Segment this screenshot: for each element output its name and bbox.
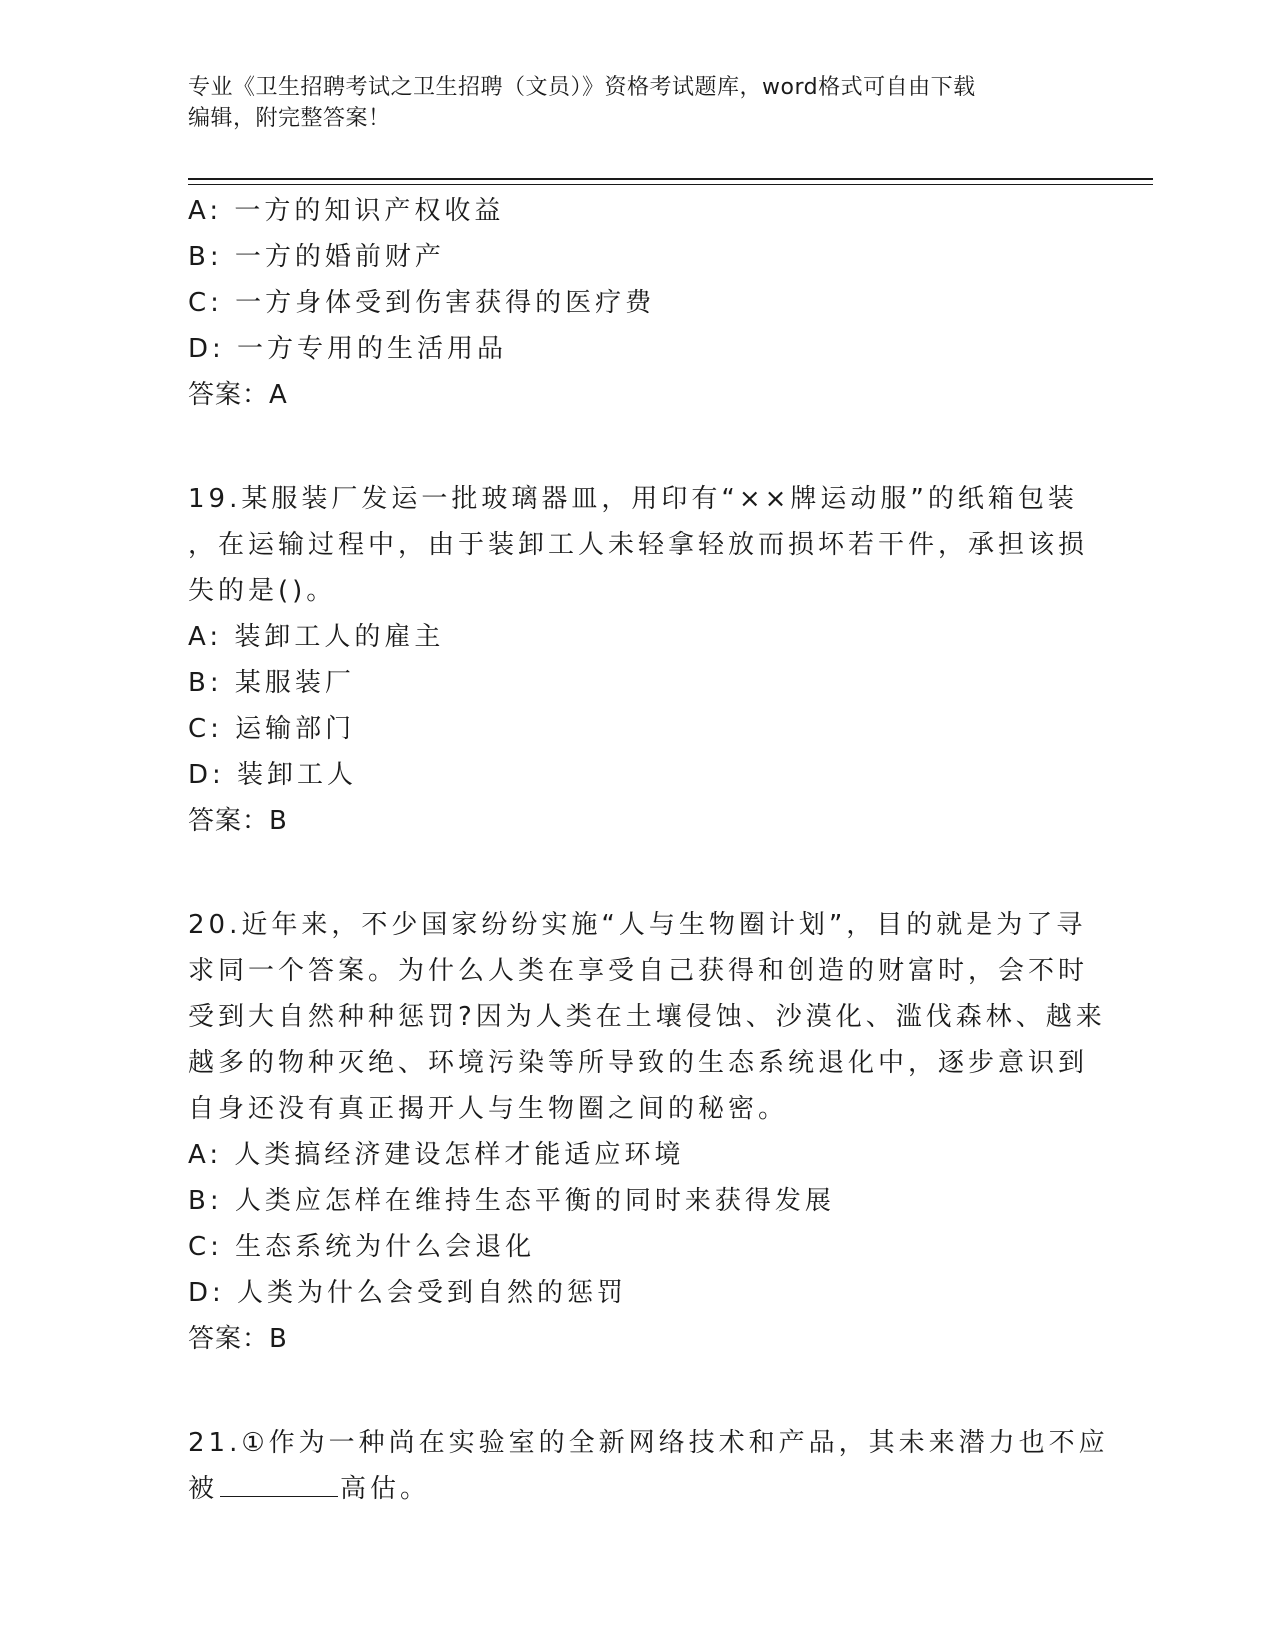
option-c: C: 一方身体受到伤害获得的医疗费 [188,288,656,318]
question-21 [188,1420,1109,1512]
option-b: B: 一方的婚前财产 [188,242,445,272]
option-d: D: 一方专用的生活用品 [188,334,508,364]
option-b: B: 人类应怎样在维持生态平衡的同时来获得发展 [188,1186,835,1216]
option-d: D: 人类为什么会受到自然的惩罚 [188,1278,628,1308]
question-21-suffix: 高估。 [340,1474,431,1504]
question-19-line-2: ，在运输过程中，由于装卸工人未轻拿轻放而损坏若干件，承担该损 [188,530,1089,560]
question-20 [188,902,1106,1362]
document-header [188,72,1068,134]
header-divider-thick [188,178,1153,180]
question-19-line-1: 19.某服装厂发运一批玻璃器皿，用印有“××牌运动服”的纸箱包装 [188,484,1078,514]
question-20-line-5: 自身还没有真正揭开人与生物圈之间的秘密。 [188,1094,789,1124]
question-21-prefix: 被 [188,1474,219,1504]
option-a: A: 人类搞经济建设怎样才能适应环境 [188,1140,685,1170]
option-c: C: 运输部门 [188,714,356,744]
spacer [188,1362,1068,1420]
question-20-line-2: 求同一个答案。为什么人类在享受自己获得和创造的财富时，会不时 [188,956,1089,986]
spacer [188,418,1068,476]
question-19 [188,476,1089,844]
answer: 答案：A [188,380,288,410]
question-21-line-2 [188,1466,1068,1512]
question-21-line-1: 21.①作为一种尚在实验室的全新网络技术和产品，其未来潜力也不应 [188,1428,1109,1458]
header-line-2: 编辑，附完整答案！ [188,106,391,131]
previous-question [188,188,1068,418]
question-content [188,188,1109,1512]
header-line-1: 专业《卫生招聘考试之卫生招聘（文员）》资格考试题库，word格式可自由下载 [188,75,976,100]
header-divider-thin [188,184,1153,185]
option-c: C: 生态系统为什么会退化 [188,1232,536,1262]
question-20-line-4: 越多的物种灭绝、环境污染等所导致的生态系统退化中，逐步意识到 [188,1048,1089,1078]
option-b: B: 某服装厂 [188,668,355,698]
answer: 答案：B [188,806,288,836]
option-d: D: 装卸工人 [188,760,358,790]
question-19-line-3: 失的是()。 [188,576,337,606]
answer: 答案：B [188,1324,288,1354]
question-20-line-3: 受到大自然种种惩罚?因为人类在土壤侵蚀、沙漠化、滥伐森林、越来 [188,1002,1106,1032]
option-a: A: 一方的知识产权收益 [188,196,505,226]
spacer [188,844,1068,902]
option-a: A: 装卸工人的雇主 [188,622,445,652]
fill-in-blank [220,1472,338,1497]
question-20-line-1: 20.近年来，不少国家纷纷实施“人与生物圈计划”，目的就是为了寻 [188,910,1087,940]
